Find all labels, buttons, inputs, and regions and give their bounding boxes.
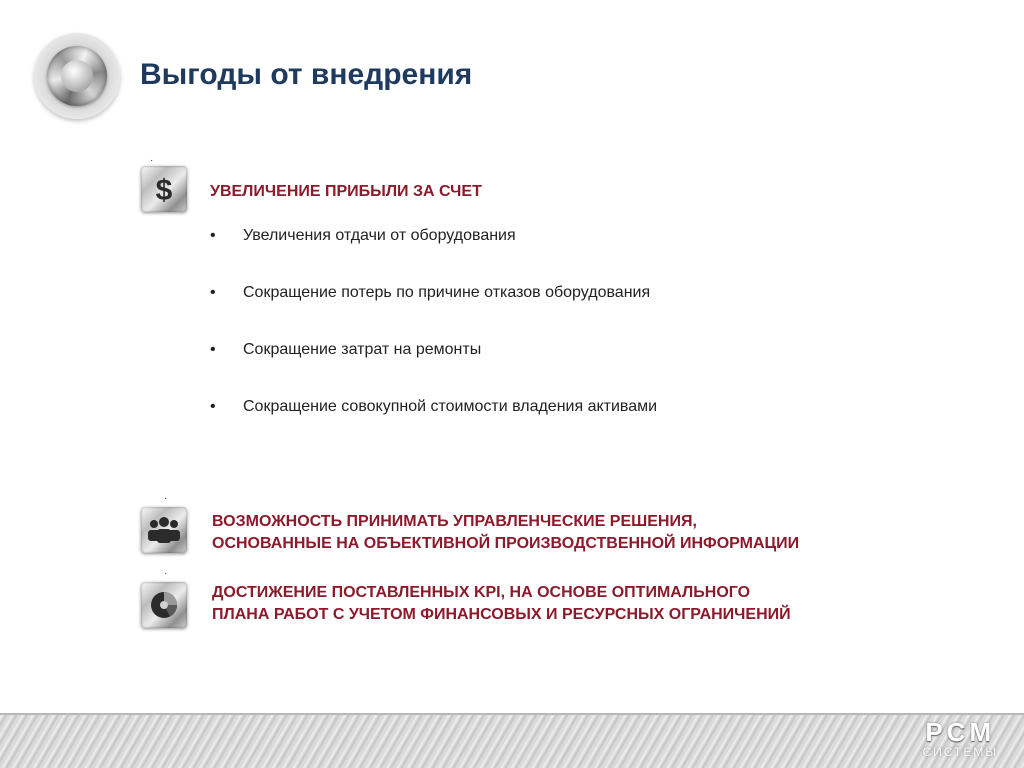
logo-main-text: PCM — [925, 717, 996, 747]
heading-line: ПЛАНА РАБОТ С УЧЕТОМ ФИНАНСОВЫХ И РЕСУРСНЫХ ОГРАНИЧЕНИЙ — [212, 606, 791, 623]
list-item-text: Сокращение затрат на ремонты — [243, 341, 482, 358]
bullet-mark: • — [210, 341, 216, 358]
section-heading-kpi — [212, 582, 791, 626]
people-group-icon — [141, 507, 187, 553]
profit-bullet-list — [210, 224, 657, 452]
dollar-icon — [141, 166, 187, 212]
bullet-mark: • — [210, 398, 216, 415]
list-item — [210, 281, 657, 338]
list-item-text: Увеличения отдачи от оборудования — [243, 227, 516, 244]
company-logo — [922, 719, 998, 759]
icon-dot: · — [164, 493, 168, 504]
bullet-mark: • — [210, 284, 216, 301]
list-item — [210, 395, 657, 452]
list-item-text: Сокращение совокупной стоимости владения активами — [243, 398, 658, 415]
heading-line: ВОЗМОЖНОСТЬ ПРИНИМАТЬ УПРАВЛЕНЧЕСКИЕ РЕШЕНИЯ, — [212, 513, 697, 530]
pie-chart-icon — [141, 582, 187, 628]
list-item — [210, 224, 657, 281]
bullet-mark: • — [210, 227, 216, 244]
heading-line: ОСНОВАННЫЕ НА ОБЪЕКТИВНОЙ ПРОИЗВОДСТВЕННОЙ ИНФОРМАЦИИ — [212, 535, 800, 552]
footer-band — [0, 713, 1024, 768]
metallic-button-emblem — [34, 33, 120, 119]
section-heading-decisions — [212, 511, 799, 555]
icon-dot: · — [164, 568, 168, 579]
page-title: Выгоды от внедрения — [140, 58, 473, 91]
svg-text:$: $ — [155, 174, 173, 206]
list-item — [210, 338, 657, 395]
section-heading-profit: УВЕЛИЧЕНИЕ ПРИБЫЛИ ЗА СЧЕТ — [210, 183, 482, 200]
list-item-text: Сокращение потерь по причине отказов оборудования — [243, 284, 651, 301]
logo-sub-text: СИСТЕМЫ — [922, 745, 998, 759]
emblem-core — [61, 60, 93, 92]
icon-dot: · — [150, 155, 154, 166]
emblem-ring — [47, 46, 107, 106]
heading-line: ДОСТИЖЕНИЕ ПОСТАВЛЕННЫХ KPI, НА ОСНОВЕ ОПТИМАЛЬНОГО — [212, 584, 751, 601]
